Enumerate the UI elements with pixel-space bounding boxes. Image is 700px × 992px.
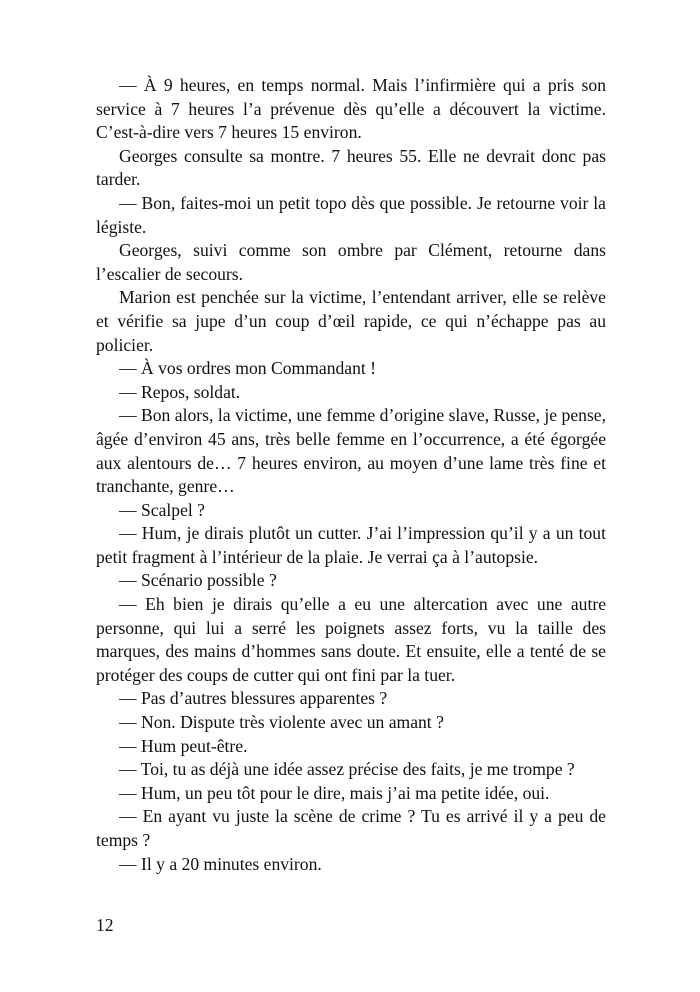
- paragraph: Georges, suivi comme son ombre par Clément, retourne dans l’escalier de secours.: [96, 240, 606, 284]
- paragraph: — Scalpel ?: [119, 499, 205, 520]
- paragraph: — Hum, un peu tôt pour le dire, mais j’ai ma petite idée, oui.: [119, 782, 550, 803]
- paragraph: Georges consulte sa montre. 7 heures 55. Elle ne devrait donc pas tarder.: [96, 145, 606, 190]
- paragraph: — Toi, tu as déjà une idée assez précise des faits, je me trompe ?: [119, 759, 575, 780]
- page-body-text: [96, 74, 606, 876]
- paragraph: — Eh bien je dirais qu’elle a eu une altercation avec une autre personne, qui lui a serré les poignets assez forts, vu la taille des marques, des mains d’hommes sans doute. Et ensuite, elle a tenté de se protéger des coups de cutter qui ont fini par la tuer.: [96, 594, 606, 685]
- paragraph: — Pas d’autres blessures apparentes ?: [119, 688, 388, 709]
- paragraph: Marion est penchée sur la victime, l’entendant arriver, elle se relève et vérifie sa jupe d’un coup d’œil rapide, ce qui n’échappe pas au policier.: [96, 287, 606, 355]
- paragraph: — Hum peut-être.: [119, 735, 248, 756]
- paragraph: — Repos, soldat.: [119, 381, 241, 402]
- paragraph: — À 9 heures, en temps normal. Mais l’infirmière qui a pris son service à 7 heures l’a prévenue dès qu’elle a découvert la victime. C’est-à-dire vers 7 heures 15 environ.: [96, 75, 606, 143]
- paragraph: — Il y a 20 minutes environ.: [119, 853, 322, 874]
- paragraph: — En ayant vu juste la scène de crime ? Tu es arrivé il y a peu de temps ?: [96, 806, 606, 850]
- paragraph: — Bon, faites-moi un petit topo dès que possible. Je retourne voir la légiste.: [96, 192, 606, 237]
- paragraph: — Non. Dispute très violente avec un amant ?: [119, 712, 444, 733]
- paragraph: — Scénario possible ?: [119, 570, 277, 591]
- paragraph: — À vos ordres mon Commandant !: [119, 358, 377, 379]
- paragraph: — Bon alors, la victime, une femme d’origine slave, Russe, je pense, âgée d’environ 45 ans, très belle femme en l’occurrence, a été égorgée aux alentours de… 7 heures environ, au moyen d’une lame très fine et tranchante, genre…: [96, 405, 606, 497]
- page-number: 12: [96, 915, 114, 935]
- paragraph: — Hum, je dirais plutôt un cutter. J’ai l’impression qu’il y a un tout petit fragment à l’intérieur de la plaie. Je verrai ça à l’autopsie.: [96, 523, 606, 567]
